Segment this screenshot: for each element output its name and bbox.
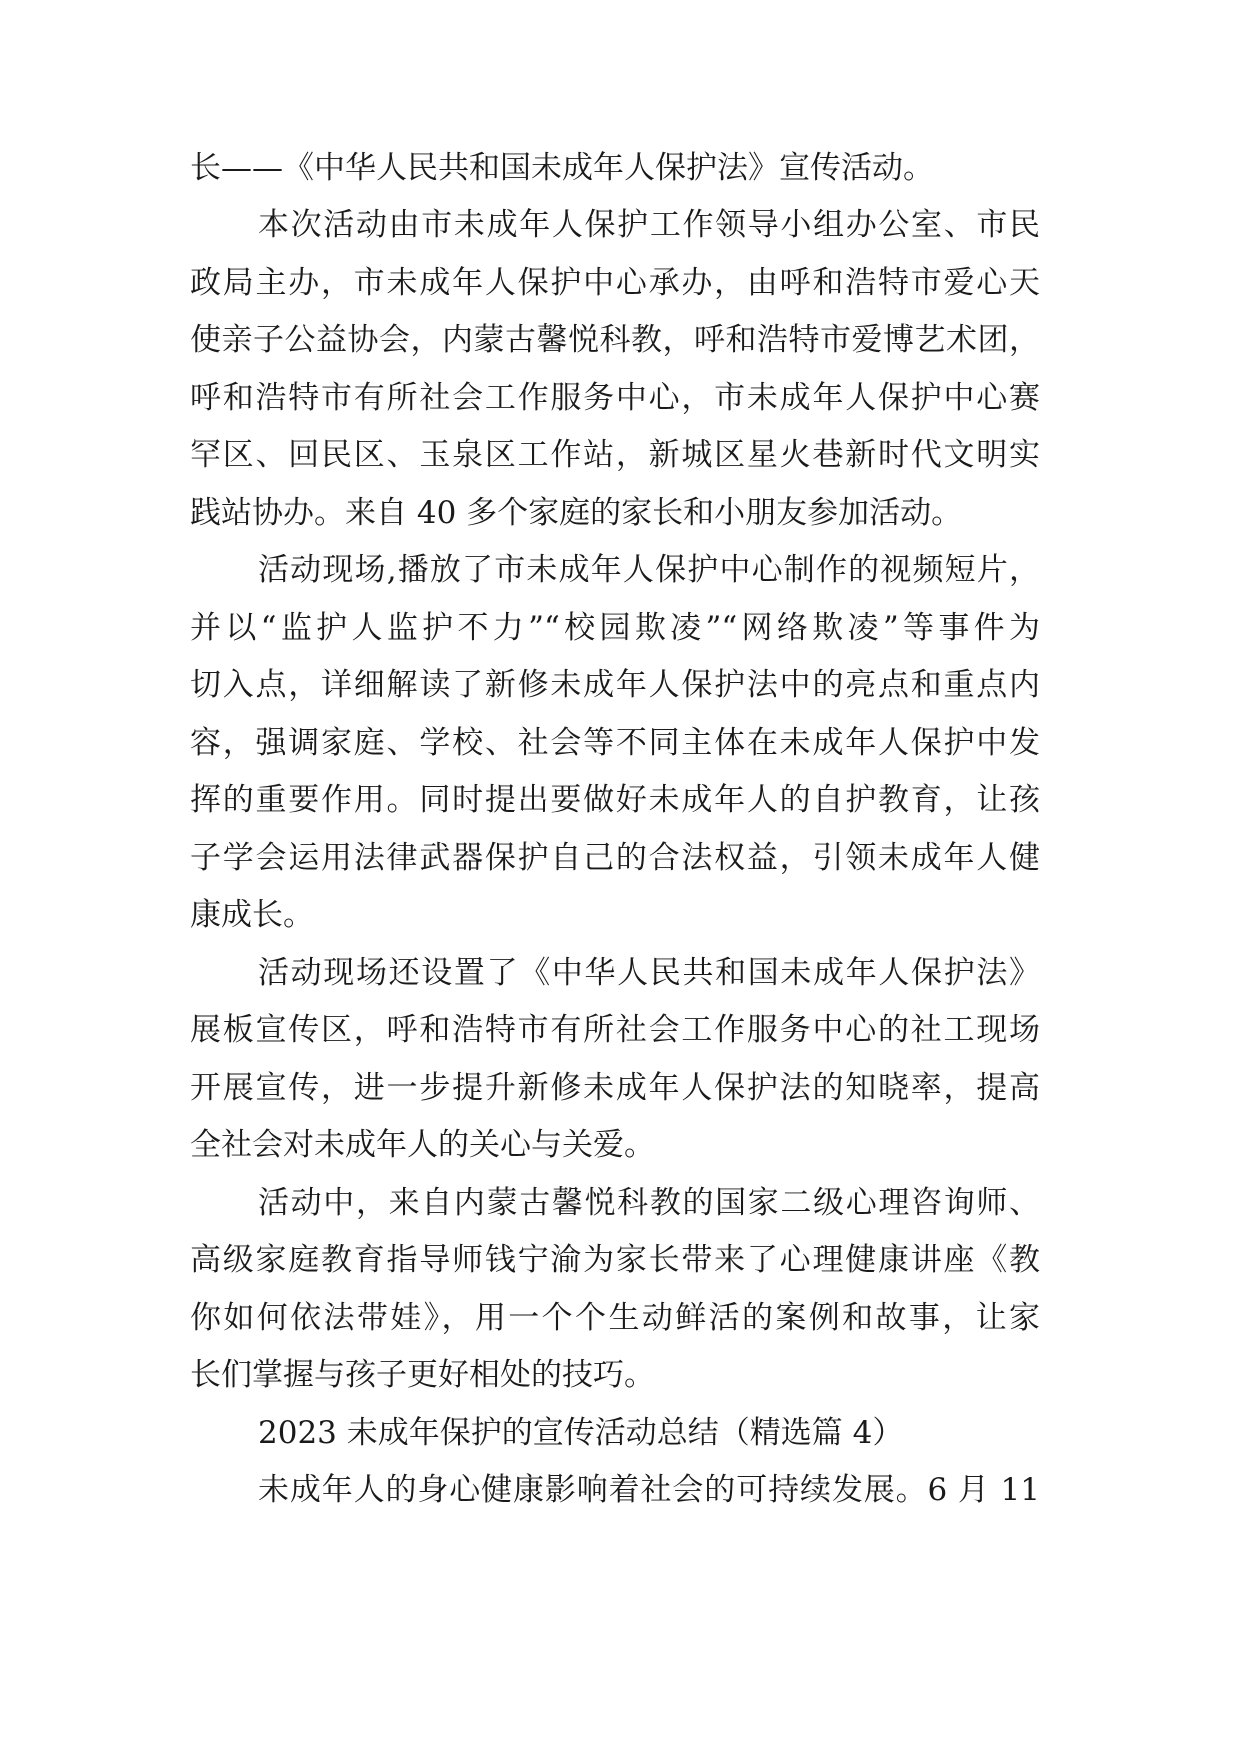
text-line: 长们掌握与孩子更好相处的技巧。 (190, 1357, 655, 1393)
text-line: 子学会运用法律武器保护自己的合法权益，引领未成年人健 (190, 840, 1040, 876)
text-line: 罕区、回民区、玉泉区工作站，新城区星火巷新时代文明实 (190, 437, 1040, 473)
text-line: 切入点，详细解读了新修未成年人保护法中的亮点和重点内 (190, 667, 1040, 703)
text-line: 使亲子公益协会，内蒙古馨悦科教，呼和浩特市爱博艺术团， (190, 322, 1040, 358)
text-line: 高级家庭教育指导师钱宁渝为家长带来了心理健康讲座《教 (190, 1242, 1040, 1278)
text-line: 展板宣传区，呼和浩特市有所社会工作服务中心的社工现场 (190, 1012, 1040, 1048)
text-line: 践站协办。来自 40 多个家庭的家长和小朋友参加活动。 (190, 495, 963, 531)
text-line: 未成年人的身心健康影响着社会的可持续发展。6 月 11 (258, 1472, 1040, 1508)
section-heading: 2023 未成年保护的宣传活动总结（精选篇 4） (258, 1415, 904, 1451)
text-line: 康成长。 (190, 897, 314, 933)
text-line: 你如何依法带娃》，用一个个生动鲜活的案例和故事，让家 (190, 1300, 1040, 1336)
text-line: 开展宣传，进一步提升新修未成年人保护法的知晓率，提高 (190, 1070, 1040, 1106)
text-line: 活动中，来自内蒙古馨悦科教的国家二级心理咨询师、 (258, 1185, 1040, 1221)
text-line: 挥的重要作用。同时提出要做好未成年人的自护教育，让孩 (190, 782, 1040, 818)
text-line: 活动现场,播放了市未成年人保护中心制作的视频短片， (258, 552, 1040, 588)
text-line: 政局主办，市未成年人保护中心承办，由呼和浩特市爱心天 (190, 265, 1040, 301)
text-line: 呼和浩特市有所社会工作服务中心，市未成年人保护中心赛 (190, 380, 1040, 416)
text-line: 全社会对未成年人的关心与关爱。 (190, 1127, 655, 1163)
text-line: 活动现场还设置了《中华人民共和国未成年人保护法》 (258, 955, 1040, 991)
text-line: 容，强调家庭、学校、社会等不同主体在未成年人保护中发 (190, 725, 1040, 761)
text-line: 长——《中华人民共和国未成年人保护法》宣传活动。 (190, 150, 934, 186)
text-line: 并以“监护人监护不力”“校园欺凌”“网络欺凌”等事件为 (190, 610, 1040, 646)
text-line: 本次活动由市未成年人保护工作领导小组办公室、市民 (258, 207, 1040, 243)
